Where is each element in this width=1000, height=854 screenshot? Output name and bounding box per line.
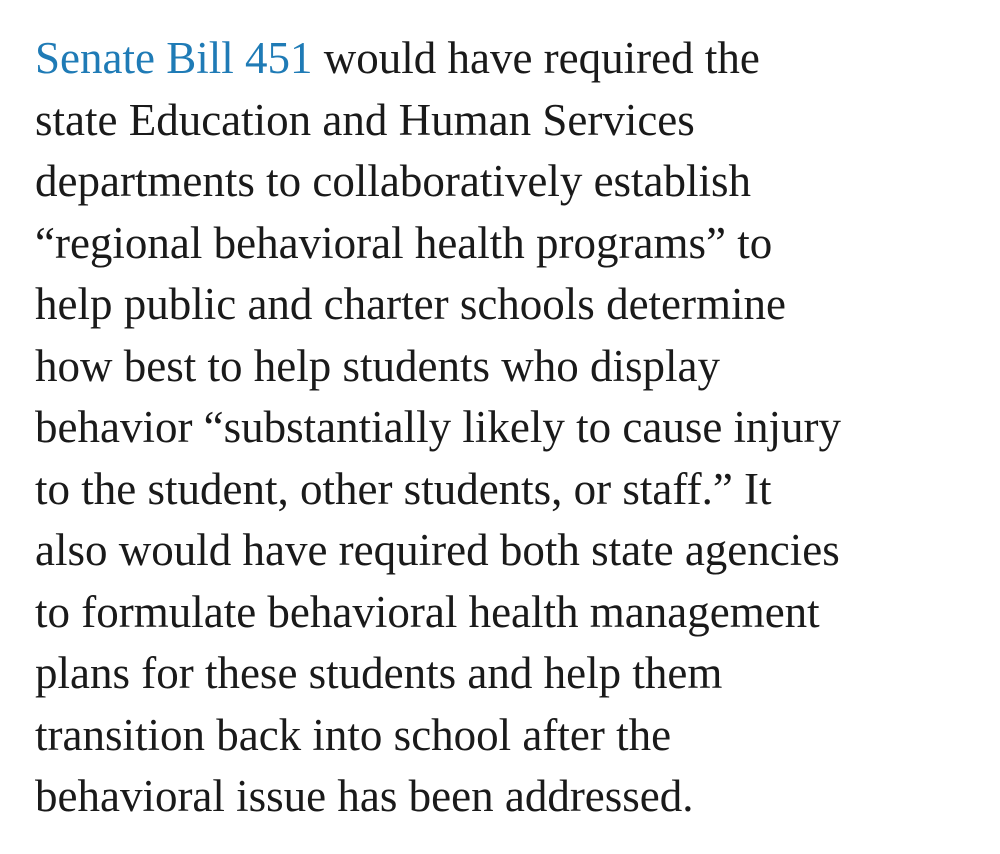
article-paragraph [35, 28, 975, 828]
paragraph-line-6: how best to help students who display [35, 340, 720, 391]
paragraph-line-13: behavioral issue has been addressed. [35, 771, 694, 821]
paragraph-line-1 [35, 28, 975, 90]
paragraph-line-4: “regional behavioral health programs” to [35, 217, 773, 268]
paragraph-line-8: to the student, other students, or staff.” It [35, 463, 772, 514]
paragraph-line-2: state Education and Human Services [35, 94, 695, 145]
article-body [35, 28, 975, 828]
paragraph-line-7: behavior “substantially likely to cause injury [35, 402, 842, 452]
paragraph-line-5: help public and charter schools determine [35, 279, 786, 329]
paragraph-line-11: plans for these students and help them [35, 648, 723, 698]
paragraph-line-9: also would have required both state agencies [35, 525, 840, 575]
paragraph-line-1-text: would have required the [312, 33, 760, 83]
paragraph-line-3: departments to collaboratively establish [35, 156, 752, 206]
paragraph-line-10: to formulate behavioral health management [35, 586, 820, 637]
paragraph-line-12: transition back into school after the [35, 709, 672, 760]
senate-bill-451-link[interactable]: Senate Bill 451 [35, 33, 313, 83]
